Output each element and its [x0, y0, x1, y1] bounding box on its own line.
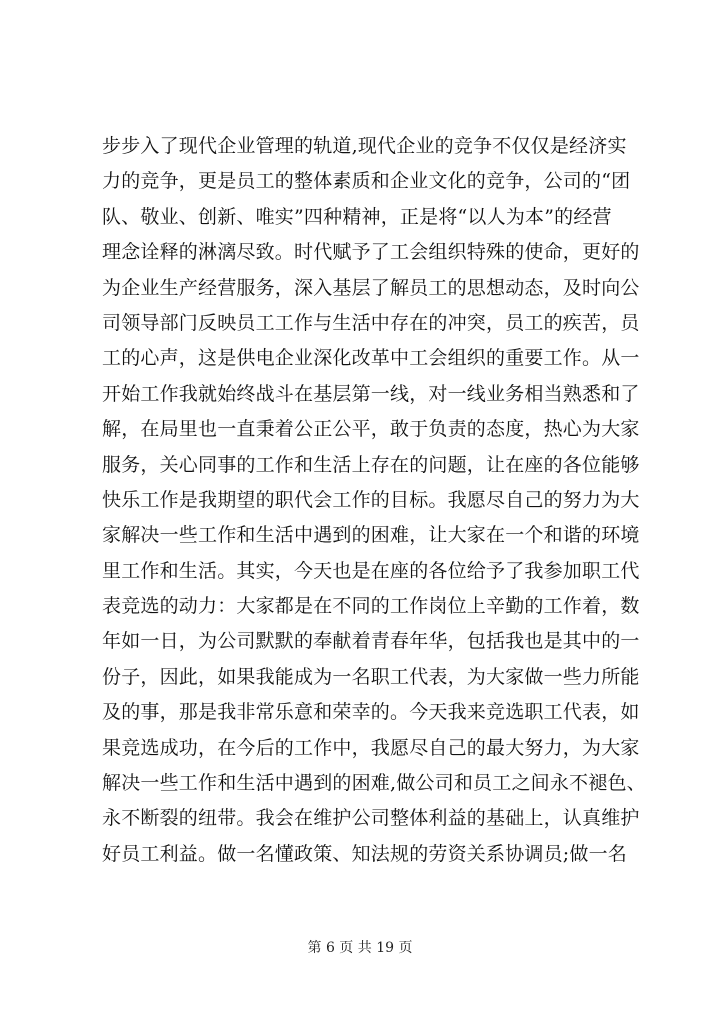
text-line: 永不断裂的纽带。我会在维护公司整体利益的基础上，认真维护	[102, 807, 640, 830]
text-line: 解决一些工作和生活中遇到的困难,做公司和员工之间永不褪色、	[102, 772, 646, 795]
text-line: 解，在局里也一直秉着公正公平，敢于负责的态度，热心为大家	[102, 418, 640, 441]
text-line: 服务，关心同事的工作和生活上存在的问题，让在座的各位能够	[102, 453, 640, 476]
text-line: 里工作和生活。其实，今天也是在座的各位给予了我参加职工代	[102, 559, 640, 582]
text-line: 队、敬业、创新、唯实”四种精神，正是将“以人为本”的经营	[102, 205, 612, 228]
text-line: 果竞选成功，在今后的工作中，我愿尽自己的最大努力，为大家	[102, 736, 640, 759]
text-line: 步步入了现代企业管理的轨道,现代企业的竞争不仅仅是经济实	[102, 135, 627, 157]
text-line: 表竞选的动力：大家都是在不同的工作岗位上辛勤的工作着，数	[102, 595, 640, 618]
text-line: 为企业生产经营服务，深入基层了解员工的思想动态，及时向公	[102, 276, 640, 299]
text-line: 理念诠释的淋漓尽致。时代赋予了工会组织特殊的使命，更好的	[102, 241, 640, 264]
text-line: 司领导部门反映员工工作与生活中存在的冲突，员工的疾苦，员	[102, 311, 640, 334]
text-line: 开始工作我就始终战斗在基层第一线，对一线业务相当熟悉和了	[102, 382, 640, 405]
text-line: 好员工利益。做一名懂政策、知法规的劳资关系协调员;做一名	[102, 842, 628, 865]
page-number-footer: 第 6 页 共 19 页	[307, 940, 413, 956]
text-line: 份子，因此，如果我能成为一名职工代表，为大家做一些力所能	[102, 665, 640, 688]
text-line: 力的竞争，更是员工的整体素质和企业文化的竞争，公司的“团	[102, 170, 631, 193]
text-line: 年如一日，为公司默默的奉献着青春年华，包括我也是其中的一	[102, 630, 640, 653]
body-text	[102, 129, 646, 872]
text-line: 家解决一些工作和生活中遇到的困难，让大家在一个和谐的环境	[102, 524, 640, 547]
text-line: 工的心声，这是供电企业深化改革中工会组织的重要工作。从一	[102, 347, 640, 370]
text-line: 快乐工作是我期望的职代会工作的目标。我愿尽自己的努力为大	[102, 488, 640, 511]
text-line: 及的事，那是我非常乐意和荣幸的。今天我来竞选职工代表，如	[102, 701, 640, 724]
